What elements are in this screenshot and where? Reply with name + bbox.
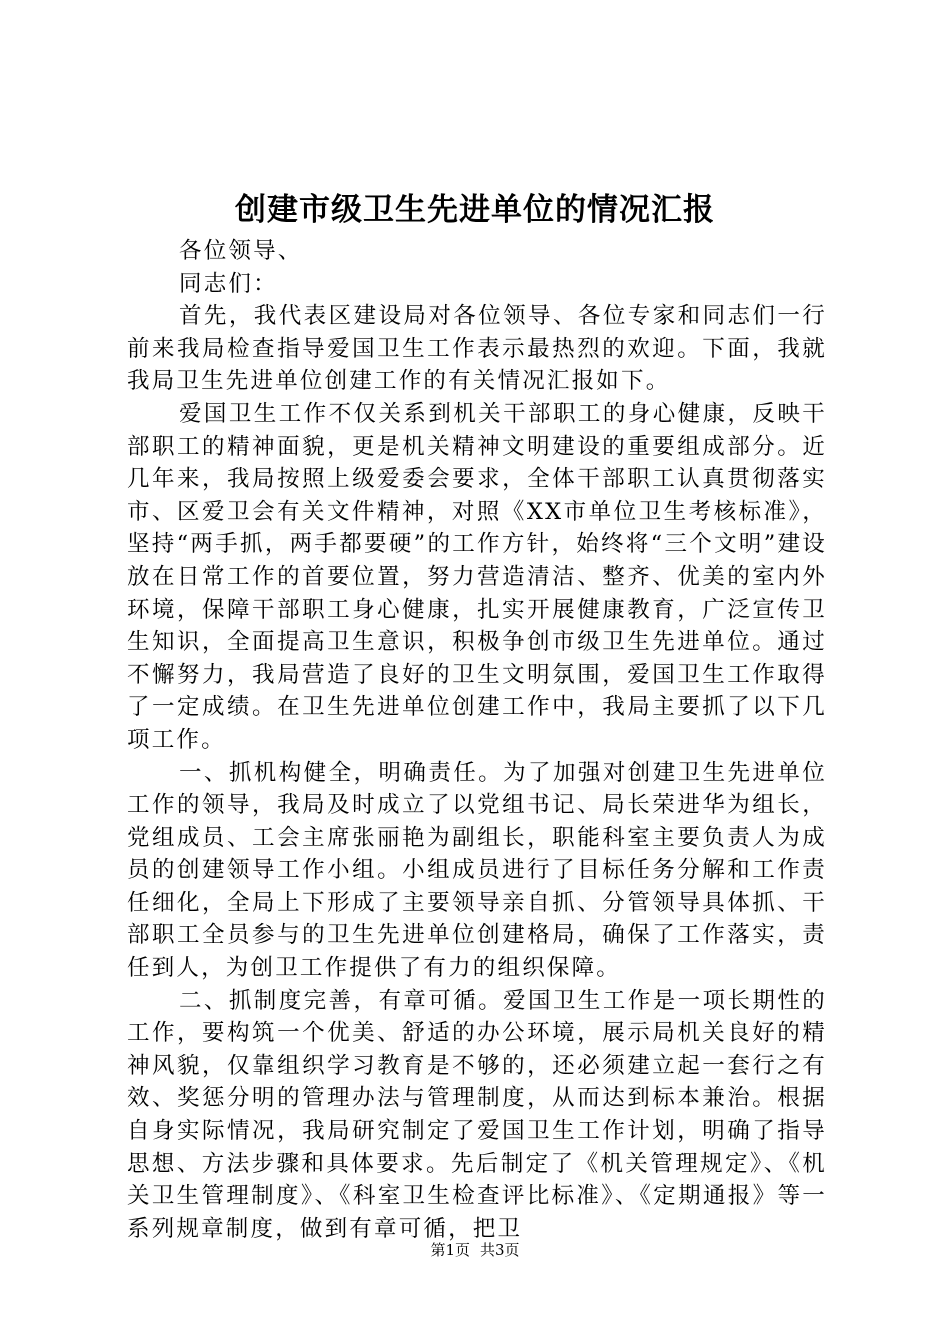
greeting-line-1: 各位领导、 — [179, 238, 303, 264]
greeting-line-2: 同志们： — [179, 270, 278, 297]
paragraph-section-2: 二、抓制度完善，有章可循。爱国卫生工作是一项长期性的工作，要构筑一个优美、舒适的办公环境，展示局机关良好的精神风貌，仅靠组织学习教育是不够的，还必须建立起一套行之有效、奖惩分明的管理办法与管理制度，从而达到标本兼治。根据自身实际情况，我局研究制定了爱国卫生工作计划，明确了指导思想、方法步骤和具体要求。先后制定了《机关管理规定》、《机关卫生管理制度》、《科室卫生检查评比标准》、《定期通报》等一系列规章制度，做到有章可循，把卫 — [127, 987, 827, 1242]
page-number-total: 共3页 — [480, 1241, 520, 1259]
paragraph-intro: 首先，我代表区建设局对各位领导、各位专家和同志们一行前来我局检查指导爱国卫生工作表示最热烈的欢迎。下面，我就我局卫生先进单位创建工作的有关情况汇报如下。 — [127, 303, 827, 395]
document-body — [127, 235, 827, 1245]
document-title: 创建市级卫生先进单位的情况汇报 — [235, 192, 715, 228]
page-footer — [0, 1240, 950, 1260]
paragraph-section-1: 一、抓机构健全，明确责任。为了加强对创建卫生先进单位工作的领导，我局及时成立了以党组书记、局长荣进华为组长，党组成员、工会主席张丽艳为副组长，职能科室主要负责人为成员的创建领导工作小组。小组成员进行了目标任务分解和工作责任细化，全局上下形成了主要领导亲自抓、分管领导具体抓、干部职工全员参与的卫生先进单位创建格局，确保了工作落实，责任到人，为创卫工作提供了有力的组织保障。 — [127, 759, 827, 982]
paragraph-background: 爱国卫生工作不仅关系到机关干部职工的身心健康，反映干部职工的精神面貌，更是机关精神文明建设的重要组成部分。近几年来，我局按照上级爱委会要求，全体干部职工认真贯彻落实市、区爱卫会有关文件精神，对照《XX市单位卫生考核标准》，坚持“两手抓，两手都要硬”的工作方针，始终将“三个文明”建设放在日常工作的首要位置，努力营造清洁、整齐、优美的室内外环境，保障干部职工身心健康，扎实开展健康教育，广泛宣传卫生知识，全面提高卫生意识，积极争创市级卫生先进单位。通过不懈努力，我局营造了良好的卫生文明氛围，爱国卫生工作取得了一定成绩。在卫生先进单位创建工作中，我局主要抓了以下几项工作。 — [127, 400, 827, 753]
page-number-current: 第1页 — [430, 1241, 470, 1259]
